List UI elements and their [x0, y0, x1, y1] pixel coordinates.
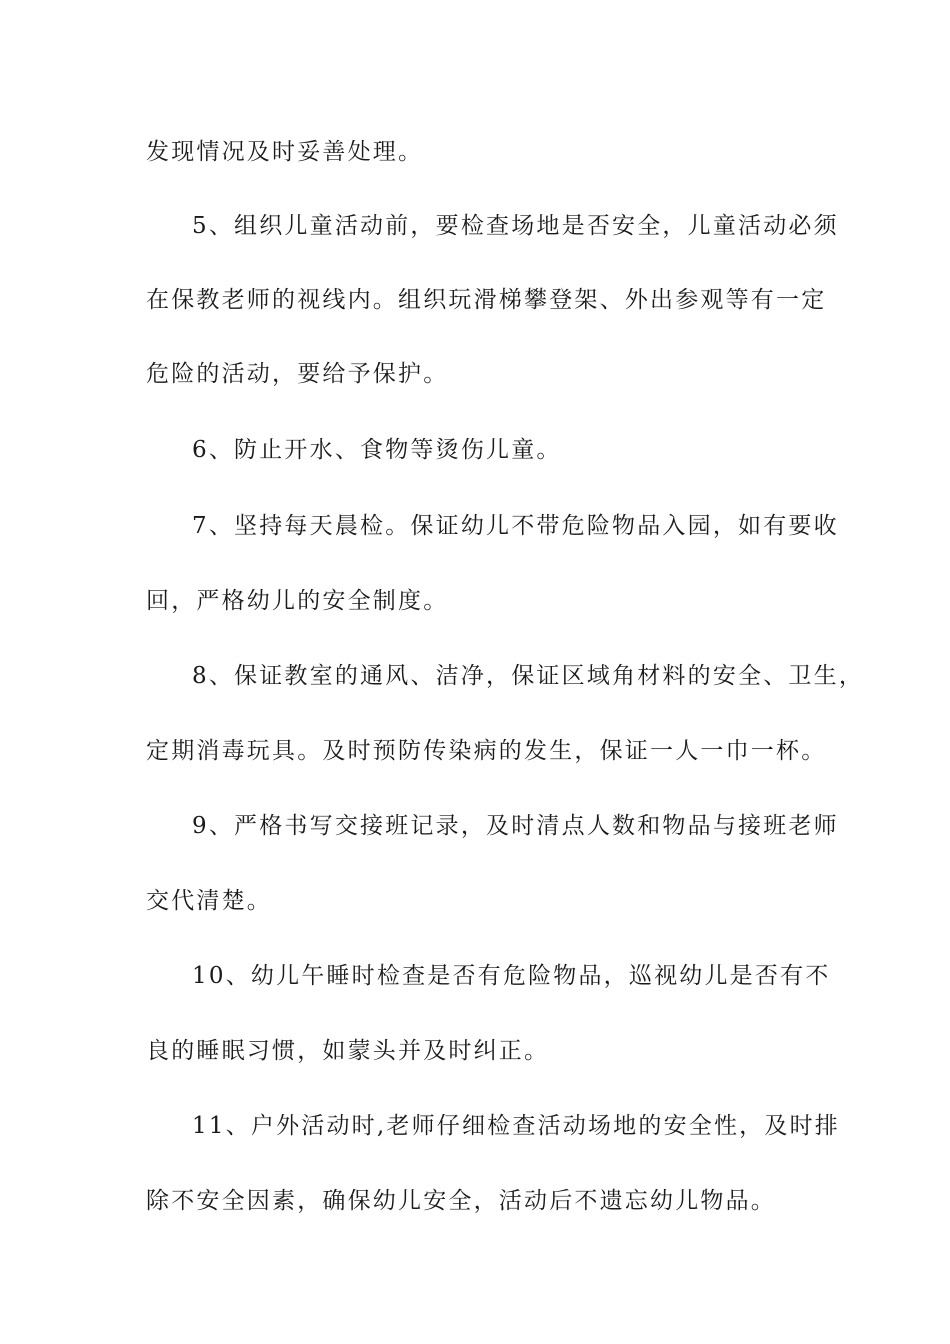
text-line: 回，严格幼儿的安全制度。 — [146, 588, 449, 614]
text-line-item-8: 8、保证教室的通风、洁净，保证区域角材料的安全、卫生， — [192, 663, 865, 689]
text-line: 除不安全因素，确保幼儿安全，活动后不遗忘幼儿物品。 — [146, 1188, 776, 1214]
text-line: 定期消毒玩具。及时预防传染病的发生，保证一人一巾一杯。 — [146, 738, 827, 764]
text-line-item-6: 6、防止开水、食物等烫伤儿童。 — [192, 437, 562, 463]
text-line: 交代清楚。 — [146, 888, 272, 914]
text-line-item-9: 9、严格书写交接班记录，及时清点人数和物品与接班老师 — [192, 813, 839, 839]
text-line: 发现情况及时妥善处理。 — [146, 139, 424, 165]
text-line: 良的睡眠习惯，如蒙头并及时纠正。 — [146, 1038, 550, 1064]
text-line-item-5: 5、组织儿童活动前，要检查场地是否安全，儿童活动必须 — [192, 213, 839, 239]
text-line: 危险的活动，要给予保护。 — [146, 361, 449, 387]
text-line-item-7: 7、坚持每天晨检。保证幼儿不带危险物品入园，如有要收 — [192, 513, 839, 539]
text-line-item-11: 11、户外活动时,老师仔细检查活动场地的安全性，及时排 — [192, 1113, 840, 1139]
text-line: 在保教老师的视线内。组织玩滑梯攀登架、外出参观等有一定 — [146, 287, 827, 313]
text-line-item-10: 10、幼儿午睡时检查是否有危险物品，巡视幼儿是否有不 — [192, 963, 831, 989]
